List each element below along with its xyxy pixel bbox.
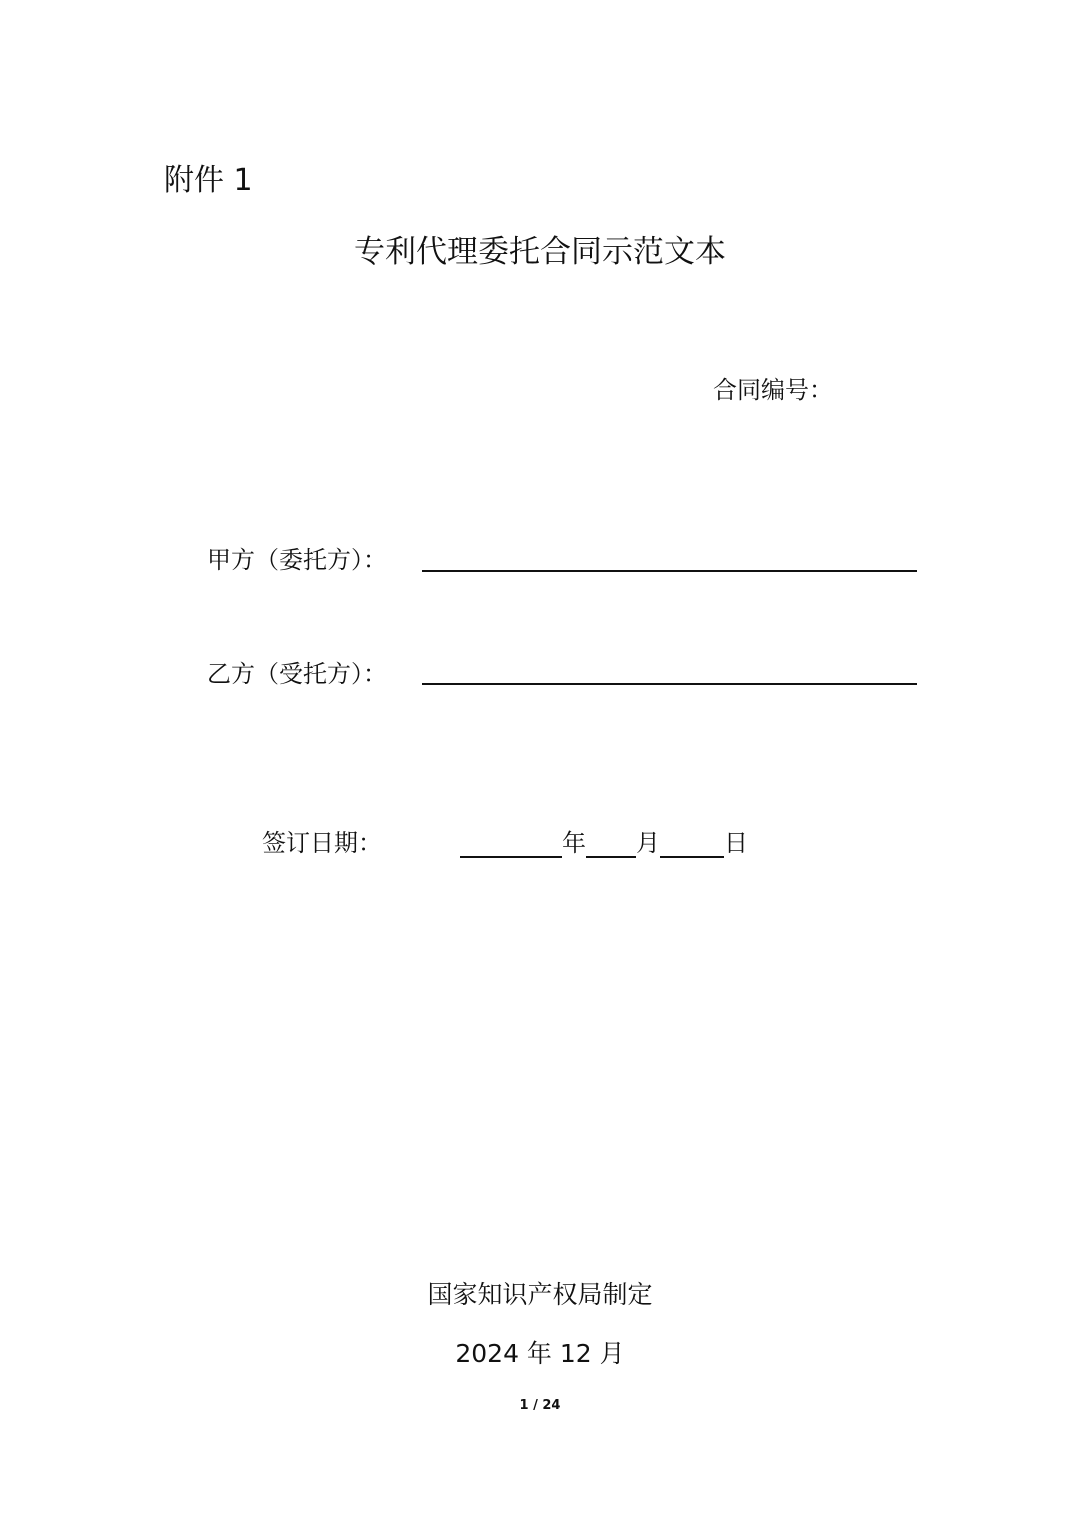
- page-indicator: 1 / 24: [519, 1398, 561, 1413]
- signing-date-label: 签订日期：: [262, 829, 382, 857]
- attachment-label: 附件 1: [164, 163, 253, 198]
- party-a-label: 甲方（委托方）：: [207, 546, 387, 574]
- month-blank: [586, 828, 636, 858]
- party-a-blank-line: [422, 570, 917, 572]
- party-b-label: 乙方（受托方）：: [207, 660, 387, 688]
- day-unit: 日: [724, 829, 748, 857]
- year-blank: [460, 828, 562, 858]
- party-b-blank-line: [422, 683, 917, 685]
- day-blank: [660, 828, 724, 858]
- document-title: 专利代理委托合同示范文本: [354, 234, 726, 270]
- signing-date-fields: [460, 823, 748, 858]
- contract-number-label: 合同编号：: [713, 376, 833, 404]
- month-unit: 月: [636, 829, 660, 857]
- year-unit: 年: [562, 829, 586, 857]
- issuer: 国家知识产权局制定: [427, 1280, 653, 1309]
- issue-date: 2024 年 12 月: [455, 1339, 625, 1368]
